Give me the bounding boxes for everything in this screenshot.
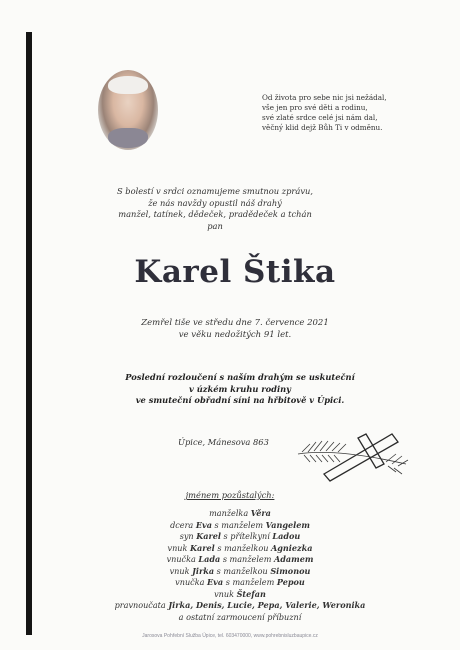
cross-palm-icon — [296, 424, 414, 482]
family-member — [90, 600, 390, 612]
family-member — [90, 520, 390, 532]
family-text: Adamem — [273, 554, 314, 564]
family-member — [90, 589, 390, 601]
family-text: vnuk — [214, 588, 237, 599]
intro-line: manžel, tatínek, dědeček, pradědeček a tchán — [118, 209, 312, 219]
death-line: Zemřel tiše ve středu dne 7. července 2021 — [141, 318, 329, 328]
family-text: s přítelkyní — [220, 531, 273, 541]
family-text: vnuk — [167, 542, 190, 553]
ceremony-line: v úzkém kruhu rodiny — [189, 383, 291, 394]
family-text: Štefan — [236, 588, 266, 599]
family-list — [90, 508, 390, 623]
family-text: vnučka — [175, 577, 208, 587]
portrait-shirt — [108, 128, 148, 148]
family-text: s manželem — [220, 554, 274, 564]
family-text: vnuk — [169, 565, 193, 576]
family-member — [90, 508, 390, 520]
family-text: dcera — [170, 519, 196, 530]
family-text: s manželem — [211, 519, 266, 530]
family-text: s manželem — [223, 577, 277, 587]
family-text: Karel — [196, 531, 221, 541]
family-text: s manželkou — [214, 542, 271, 553]
family-text: vnučka — [166, 554, 199, 564]
poem-line: vše jen pro své děti a rodinu, — [262, 103, 368, 112]
family-text: Lada — [198, 554, 221, 564]
memorial-poem — [262, 93, 422, 133]
family-text: Pepou — [276, 577, 305, 587]
poem-line: Od života pro sebe nic jsi nežádal, — [262, 93, 387, 102]
family-text: Karel — [189, 542, 215, 553]
family-text: a ostatní zarmoucení příbuzní — [178, 611, 302, 622]
intro-line: pan — [207, 220, 223, 231]
family-text: syn — [179, 531, 197, 541]
family-text: manželka — [209, 508, 251, 518]
family-text: Eva — [207, 577, 224, 587]
family-text: Věra — [250, 508, 271, 518]
family-text: s manželkou — [214, 565, 271, 576]
family-text: Jirka, Denis, Lucie, Pepa, Valerie, Weronika — [168, 600, 366, 610]
family-text: Vangelem — [265, 519, 310, 530]
family-address: Úpice, Mánesova 863 — [178, 437, 269, 447]
poem-line: věčný klid dejž Bůh Ti v odměnu. — [262, 123, 383, 132]
intro-line: S bolestí v srdci oznamujeme smutnou zprávu, — [116, 186, 314, 196]
intro-line: že nás navždy opustil náš drahý — [148, 197, 282, 208]
family-member — [90, 566, 390, 578]
ceremony-info — [90, 372, 390, 407]
family-text: Simonou — [270, 565, 311, 576]
announcement-intro — [80, 186, 350, 232]
family-text: Ladou — [272, 531, 301, 541]
deceased-name: Karel Štika — [134, 254, 336, 290]
ceremony-line: Poslední rozloučení s naším drahým se uskuteční — [125, 372, 355, 382]
family-text: Agniezka — [270, 542, 313, 553]
family-member — [90, 554, 390, 566]
portrait-hair — [108, 76, 148, 94]
portrait-photo — [98, 70, 158, 150]
death-line: ve věku nedožitých 91 let. — [178, 329, 292, 340]
funeral-service-footer: Jarosova Pohřební Služba Úpice, tel. 603470000, www.pohrebnisluzbaupice.cz — [142, 633, 318, 639]
family-text: Eva — [195, 519, 212, 530]
family-member — [90, 577, 390, 589]
family-member — [90, 612, 390, 624]
ceremony-line: ve smuteční obřadní síni na hřbitově v Úpici. — [135, 395, 345, 405]
death-notice — [120, 318, 350, 341]
family-text: pravnoučata — [114, 600, 169, 610]
black-border-bar — [26, 32, 32, 635]
family-heading: jménem pozůstalých: — [185, 490, 275, 500]
family-member — [90, 531, 390, 543]
family-member — [90, 543, 390, 555]
poem-line: své zlaté srdce celé jsi nám dal, — [262, 113, 378, 122]
family-text: Jirka — [192, 565, 215, 576]
